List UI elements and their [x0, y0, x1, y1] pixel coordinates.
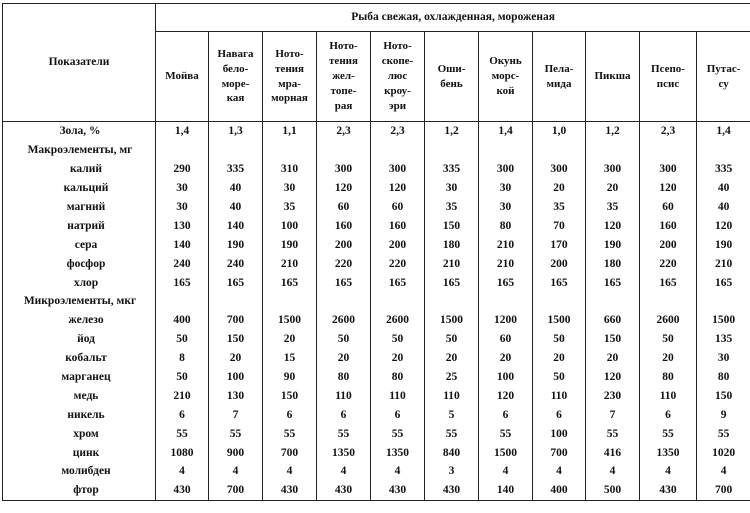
- value-cell: 240: [209, 254, 263, 273]
- table-row: [3, 330, 750, 349]
- value-cell: 900: [209, 443, 263, 462]
- value-cell: 4: [371, 462, 425, 481]
- value-cell: 20: [425, 349, 479, 368]
- value-cell: 1,0: [533, 122, 586, 141]
- value-cell: 135: [697, 330, 750, 349]
- value-cell: 430: [425, 481, 479, 500]
- value-cell: 180: [586, 254, 640, 273]
- value-cell: 80: [640, 368, 697, 387]
- indicator-label: йод: [3, 330, 156, 349]
- value-cell: [697, 141, 750, 160]
- value-cell: 150: [697, 386, 750, 405]
- value-cell: 6: [640, 405, 697, 424]
- value-cell: 2600: [317, 311, 371, 330]
- value-cell: 35: [533, 198, 586, 217]
- value-cell: 1,1: [263, 122, 317, 141]
- value-cell: 200: [371, 235, 425, 254]
- value-cell: 20: [533, 349, 586, 368]
- value-cell: 4: [640, 462, 697, 481]
- value-cell: 1500: [479, 443, 533, 462]
- value-cell: [209, 141, 263, 160]
- value-cell: 220: [371, 254, 425, 273]
- value-cell: 7: [586, 405, 640, 424]
- value-cell: 6: [371, 405, 425, 424]
- value-cell: 25: [425, 368, 479, 387]
- value-cell: 6: [479, 405, 533, 424]
- indicator-label: сера: [3, 235, 156, 254]
- indicator-label: фосфор: [3, 254, 156, 273]
- value-cell: 1350: [640, 443, 697, 462]
- value-cell: 2,3: [317, 122, 371, 141]
- value-cell: [317, 292, 371, 311]
- value-cell: 700: [263, 443, 317, 462]
- value-cell: 15: [263, 349, 317, 368]
- value-cell: 20: [317, 349, 371, 368]
- value-cell: 55: [425, 424, 479, 443]
- value-cell: 9: [697, 405, 750, 424]
- value-cell: 165: [586, 273, 640, 292]
- value-cell: [425, 141, 479, 160]
- value-cell: 20: [533, 179, 586, 198]
- value-cell: [156, 141, 209, 160]
- value-cell: 4: [156, 462, 209, 481]
- value-cell: [263, 292, 317, 311]
- value-cell: 50: [156, 368, 209, 387]
- value-cell: 300: [371, 160, 425, 179]
- species-header: Ното- тения жел- топе- рая: [317, 32, 371, 122]
- value-cell: 140: [156, 235, 209, 254]
- value-cell: 700: [697, 481, 750, 500]
- species-header: Навага бело- море- кая: [209, 32, 263, 122]
- value-cell: 80: [371, 368, 425, 387]
- value-cell: 80: [317, 368, 371, 387]
- indicator-label: кальций: [3, 179, 156, 198]
- value-cell: 6: [263, 405, 317, 424]
- value-cell: 30: [479, 179, 533, 198]
- value-cell: 430: [263, 481, 317, 500]
- indicator-label: калий: [3, 160, 156, 179]
- indicator-label: хлор: [3, 273, 156, 292]
- value-cell: 90: [263, 368, 317, 387]
- value-cell: 165: [697, 273, 750, 292]
- value-cell: 80: [479, 216, 533, 235]
- value-cell: 210: [263, 254, 317, 273]
- table-row: [3, 462, 750, 481]
- table-row: [3, 443, 750, 462]
- value-cell: 3: [425, 462, 479, 481]
- value-cell: 60: [317, 198, 371, 217]
- value-cell: 700: [209, 311, 263, 330]
- value-cell: [425, 292, 479, 311]
- value-cell: 1,4: [479, 122, 533, 141]
- value-cell: 1500: [425, 311, 479, 330]
- value-cell: 140: [209, 216, 263, 235]
- value-cell: 110: [533, 386, 586, 405]
- value-cell: 4: [209, 462, 263, 481]
- value-cell: [697, 292, 750, 311]
- species-header: Мойва: [156, 32, 209, 122]
- table-row: [3, 235, 750, 254]
- value-cell: [156, 292, 209, 311]
- value-cell: [640, 292, 697, 311]
- value-cell: 40: [697, 198, 750, 217]
- value-cell: 120: [317, 179, 371, 198]
- value-cell: 100: [533, 424, 586, 443]
- value-cell: [640, 141, 697, 160]
- indicator-label: медь: [3, 386, 156, 405]
- value-cell: 190: [697, 235, 750, 254]
- mineral-composition-table: [2, 3, 750, 501]
- value-cell: 165: [533, 273, 586, 292]
- value-cell: 30: [263, 179, 317, 198]
- value-cell: 150: [586, 330, 640, 349]
- value-cell: [371, 292, 425, 311]
- value-cell: 80: [697, 368, 750, 387]
- species-header: Окунь морс- кой: [479, 32, 533, 122]
- value-cell: 1020: [697, 443, 750, 462]
- value-cell: 160: [371, 216, 425, 235]
- section-row: [3, 292, 750, 311]
- table-body: [3, 122, 750, 501]
- value-cell: 1,2: [425, 122, 479, 141]
- value-cell: 210: [479, 235, 533, 254]
- value-cell: 400: [533, 481, 586, 500]
- value-cell: 430: [317, 481, 371, 500]
- value-cell: 50: [317, 330, 371, 349]
- value-cell: 165: [425, 273, 479, 292]
- value-cell: 700: [209, 481, 263, 500]
- value-cell: 55: [697, 424, 750, 443]
- indicator-label: цинк: [3, 443, 156, 462]
- value-cell: 120: [479, 386, 533, 405]
- value-cell: 300: [640, 160, 697, 179]
- value-cell: 1500: [533, 311, 586, 330]
- table-row: [3, 386, 750, 405]
- fish-group-header: Рыба свежая, охлажденная, мороженая: [156, 4, 750, 32]
- indicator-header: Показатели: [3, 4, 156, 122]
- indicator-label: марганец: [3, 368, 156, 387]
- value-cell: 60: [371, 198, 425, 217]
- value-cell: 55: [209, 424, 263, 443]
- table-row: [3, 160, 750, 179]
- value-cell: [263, 141, 317, 160]
- value-cell: 310: [263, 160, 317, 179]
- value-cell: 130: [209, 386, 263, 405]
- value-cell: 100: [479, 368, 533, 387]
- table-row: [3, 216, 750, 235]
- indicator-label: никель: [3, 405, 156, 424]
- value-cell: 1200: [479, 311, 533, 330]
- value-cell: 500: [586, 481, 640, 500]
- value-cell: 120: [371, 179, 425, 198]
- value-cell: 840: [425, 443, 479, 462]
- value-cell: 50: [533, 368, 586, 387]
- value-cell: 160: [640, 216, 697, 235]
- value-cell: 150: [209, 330, 263, 349]
- value-cell: 430: [156, 481, 209, 500]
- value-cell: 200: [640, 235, 697, 254]
- value-cell: 230: [586, 386, 640, 405]
- value-cell: 165: [317, 273, 371, 292]
- value-cell: 290: [156, 160, 209, 179]
- indicator-label: магний: [3, 198, 156, 217]
- table-row: [3, 198, 750, 217]
- value-cell: 100: [209, 368, 263, 387]
- value-cell: 200: [533, 254, 586, 273]
- value-cell: 120: [586, 368, 640, 387]
- value-cell: [533, 141, 586, 160]
- value-cell: 110: [371, 386, 425, 405]
- value-cell: 50: [533, 330, 586, 349]
- value-cell: 60: [640, 198, 697, 217]
- value-cell: 240: [156, 254, 209, 273]
- value-cell: 165: [263, 273, 317, 292]
- value-cell: 35: [586, 198, 640, 217]
- value-cell: 210: [697, 254, 750, 273]
- value-cell: 50: [156, 330, 209, 349]
- value-cell: 20: [479, 349, 533, 368]
- value-cell: 50: [371, 330, 425, 349]
- value-cell: 100: [263, 216, 317, 235]
- value-cell: 190: [263, 235, 317, 254]
- species-header: Пела- мида: [533, 32, 586, 122]
- table-row: [3, 349, 750, 368]
- table-row: [3, 122, 750, 141]
- value-cell: 1350: [317, 443, 371, 462]
- value-cell: 2600: [640, 311, 697, 330]
- value-cell: 110: [640, 386, 697, 405]
- value-cell: [479, 292, 533, 311]
- indicator-label: натрий: [3, 216, 156, 235]
- value-cell: 210: [425, 254, 479, 273]
- indicator-label: кобальт: [3, 349, 156, 368]
- table-row: [3, 481, 750, 500]
- species-header: Оши- бень: [425, 32, 479, 122]
- value-cell: 4: [317, 462, 371, 481]
- value-cell: 165: [209, 273, 263, 292]
- value-cell: 8: [156, 349, 209, 368]
- table-row: [3, 254, 750, 273]
- indicator-label: фтор: [3, 481, 156, 500]
- value-cell: 300: [479, 160, 533, 179]
- value-cell: 2600: [371, 311, 425, 330]
- value-cell: 55: [263, 424, 317, 443]
- value-cell: 140: [479, 481, 533, 500]
- table-row: [3, 368, 750, 387]
- value-cell: 1500: [697, 311, 750, 330]
- value-cell: 335: [209, 160, 263, 179]
- value-cell: 160: [317, 216, 371, 235]
- value-cell: 40: [697, 179, 750, 198]
- table-row: [3, 179, 750, 198]
- value-cell: 20: [371, 349, 425, 368]
- value-cell: 40: [209, 179, 263, 198]
- section-label: Микроэлементы, мкг: [3, 292, 156, 311]
- value-cell: [317, 141, 371, 160]
- value-cell: 55: [479, 424, 533, 443]
- value-cell: 1500: [263, 311, 317, 330]
- value-cell: 70: [533, 216, 586, 235]
- value-cell: 4: [533, 462, 586, 481]
- value-cell: 130: [156, 216, 209, 235]
- value-cell: 30: [156, 198, 209, 217]
- value-cell: 6: [156, 405, 209, 424]
- indicator-label: железо: [3, 311, 156, 330]
- table-row: [3, 311, 750, 330]
- value-cell: 660: [586, 311, 640, 330]
- value-cell: 1350: [371, 443, 425, 462]
- value-cell: 4: [263, 462, 317, 481]
- value-cell: 220: [317, 254, 371, 273]
- value-cell: 165: [640, 273, 697, 292]
- value-cell: 20: [586, 349, 640, 368]
- value-cell: 20: [640, 349, 697, 368]
- value-cell: 55: [371, 424, 425, 443]
- value-cell: [533, 292, 586, 311]
- value-cell: 20: [586, 179, 640, 198]
- value-cell: 300: [533, 160, 586, 179]
- value-cell: 60: [479, 330, 533, 349]
- value-cell: 190: [586, 235, 640, 254]
- indicator-label: молибден: [3, 462, 156, 481]
- table-row: [3, 405, 750, 424]
- value-cell: 2,3: [640, 122, 697, 141]
- value-cell: 110: [317, 386, 371, 405]
- value-cell: 220: [640, 254, 697, 273]
- value-cell: 150: [263, 386, 317, 405]
- value-cell: 50: [640, 330, 697, 349]
- value-cell: 200: [317, 235, 371, 254]
- species-header: Ното- скопе- люс кроу- эри: [371, 32, 425, 122]
- value-cell: 5: [425, 405, 479, 424]
- value-cell: 300: [586, 160, 640, 179]
- value-cell: 20: [209, 349, 263, 368]
- value-cell: 55: [586, 424, 640, 443]
- value-cell: 6: [317, 405, 371, 424]
- value-cell: 210: [479, 254, 533, 273]
- species-header: Псепо- псис: [640, 32, 697, 122]
- value-cell: [209, 292, 263, 311]
- value-cell: 4: [586, 462, 640, 481]
- value-cell: 110: [425, 386, 479, 405]
- value-cell: 120: [697, 216, 750, 235]
- value-cell: 430: [371, 481, 425, 500]
- value-cell: 165: [371, 273, 425, 292]
- section-label: Макроэлементы, мг: [3, 141, 156, 160]
- value-cell: 55: [640, 424, 697, 443]
- table-row: [3, 273, 750, 292]
- section-row: [3, 141, 750, 160]
- value-cell: 300: [317, 160, 371, 179]
- value-cell: 430: [640, 481, 697, 500]
- species-header: Путас- су: [697, 32, 750, 122]
- value-cell: 30: [425, 179, 479, 198]
- value-cell: 7: [209, 405, 263, 424]
- value-cell: 120: [586, 216, 640, 235]
- value-cell: [371, 141, 425, 160]
- value-cell: 30: [697, 349, 750, 368]
- species-header: Ното- тения мра- морная: [263, 32, 317, 122]
- value-cell: 4: [697, 462, 750, 481]
- value-cell: 6: [533, 405, 586, 424]
- value-cell: 20: [263, 330, 317, 349]
- table-row: [3, 424, 750, 443]
- value-cell: 210: [156, 386, 209, 405]
- value-cell: 35: [425, 198, 479, 217]
- value-cell: [586, 141, 640, 160]
- value-cell: 1,4: [697, 122, 750, 141]
- value-cell: 165: [156, 273, 209, 292]
- value-cell: 700: [533, 443, 586, 462]
- indicator-label: хром: [3, 424, 156, 443]
- species-header: Пикша: [586, 32, 640, 122]
- value-cell: 50: [425, 330, 479, 349]
- value-cell: 180: [425, 235, 479, 254]
- value-cell: 1080: [156, 443, 209, 462]
- value-cell: 335: [425, 160, 479, 179]
- value-cell: 165: [479, 273, 533, 292]
- value-cell: 400: [156, 311, 209, 330]
- value-cell: 150: [425, 216, 479, 235]
- value-cell: [586, 292, 640, 311]
- value-cell: 2,3: [371, 122, 425, 141]
- value-cell: 30: [479, 198, 533, 217]
- value-cell: 335: [697, 160, 750, 179]
- value-cell: [479, 141, 533, 160]
- value-cell: 55: [317, 424, 371, 443]
- value-cell: 416: [586, 443, 640, 462]
- value-cell: 4: [479, 462, 533, 481]
- indicator-label: Зола, %: [3, 122, 156, 141]
- value-cell: 120: [640, 179, 697, 198]
- value-cell: 190: [209, 235, 263, 254]
- value-cell: 1,3: [209, 122, 263, 141]
- value-cell: 40: [209, 198, 263, 217]
- value-cell: 170: [533, 235, 586, 254]
- value-cell: 55: [156, 424, 209, 443]
- value-cell: 1,4: [156, 122, 209, 141]
- value-cell: 1,2: [586, 122, 640, 141]
- value-cell: 35: [263, 198, 317, 217]
- value-cell: 30: [156, 179, 209, 198]
